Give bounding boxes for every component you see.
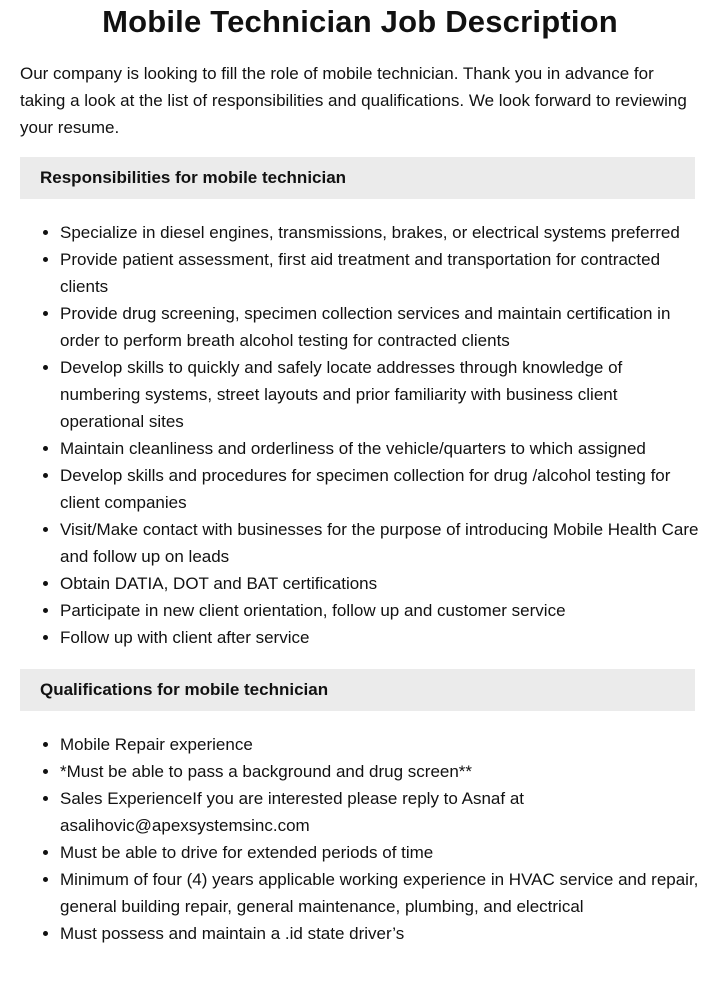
list-item: • Provide drug screening, specimen collection services and maintain certification in order to perform breath alcohol testing for contracted clients	[60, 300, 700, 354]
list-item: • Maintain cleanliness and orderliness of the vehicle/quarters to which assigned	[60, 435, 700, 462]
intro-paragraph: Our company is looking to fill the role of mobile technician. Thank you in advance for taking a look at the list of responsibilities and qualifications. We look forward to reviewing your resume.	[20, 64, 687, 137]
list-item: • Must be able to drive for extended periods of time	[60, 839, 700, 866]
page-title: Mobile Technician Job Description	[102, 4, 618, 39]
list-item: • Provide patient assessment, first aid treatment and transportation for contracted clients	[60, 246, 700, 300]
responsibilities-list	[20, 219, 700, 651]
list-item: • Develop skills and procedures for specimen collection for drug /alcohol testing for client companies	[60, 462, 700, 516]
list-item: • Participate in new client orientation, follow up and customer service	[60, 597, 700, 624]
list-item: • Mobile Repair experience	[60, 731, 700, 758]
list-item: • Follow up with client after service	[60, 624, 700, 651]
list-item: • Minimum of four (4) years applicable working experience in HVAC service and repair, general building repair, general maintenance, plumbing, and electrical	[60, 866, 700, 920]
list-item: • Develop skills to quickly and safely locate addresses through knowledge of numbering systems, street layouts and prior familiarity with business client operational sites	[60, 354, 700, 435]
list-item: • Visit/Make contact with businesses for the purpose of introducing Mobile Health Care and follow up on leads	[60, 516, 700, 570]
responsibilities-heading: Responsibilities for mobile technician	[20, 157, 695, 199]
list-item: • *Must be able to pass a background and drug screen**	[60, 758, 700, 785]
list-item: • Obtain DATIA, DOT and BAT certifications	[60, 570, 700, 597]
list-item: • Specialize in diesel engines, transmissions, brakes, or electrical systems preferred	[60, 219, 700, 246]
qualifications-list	[20, 731, 700, 947]
qualifications-heading: Qualifications for mobile technician	[20, 669, 695, 711]
list-item: • Must possess and maintain a .id state driver’s	[60, 920, 700, 947]
list-item: • Sales ExperienceIf you are interested please reply to Asnaf at asalihovic@apexsystemsinc.com	[60, 785, 700, 839]
